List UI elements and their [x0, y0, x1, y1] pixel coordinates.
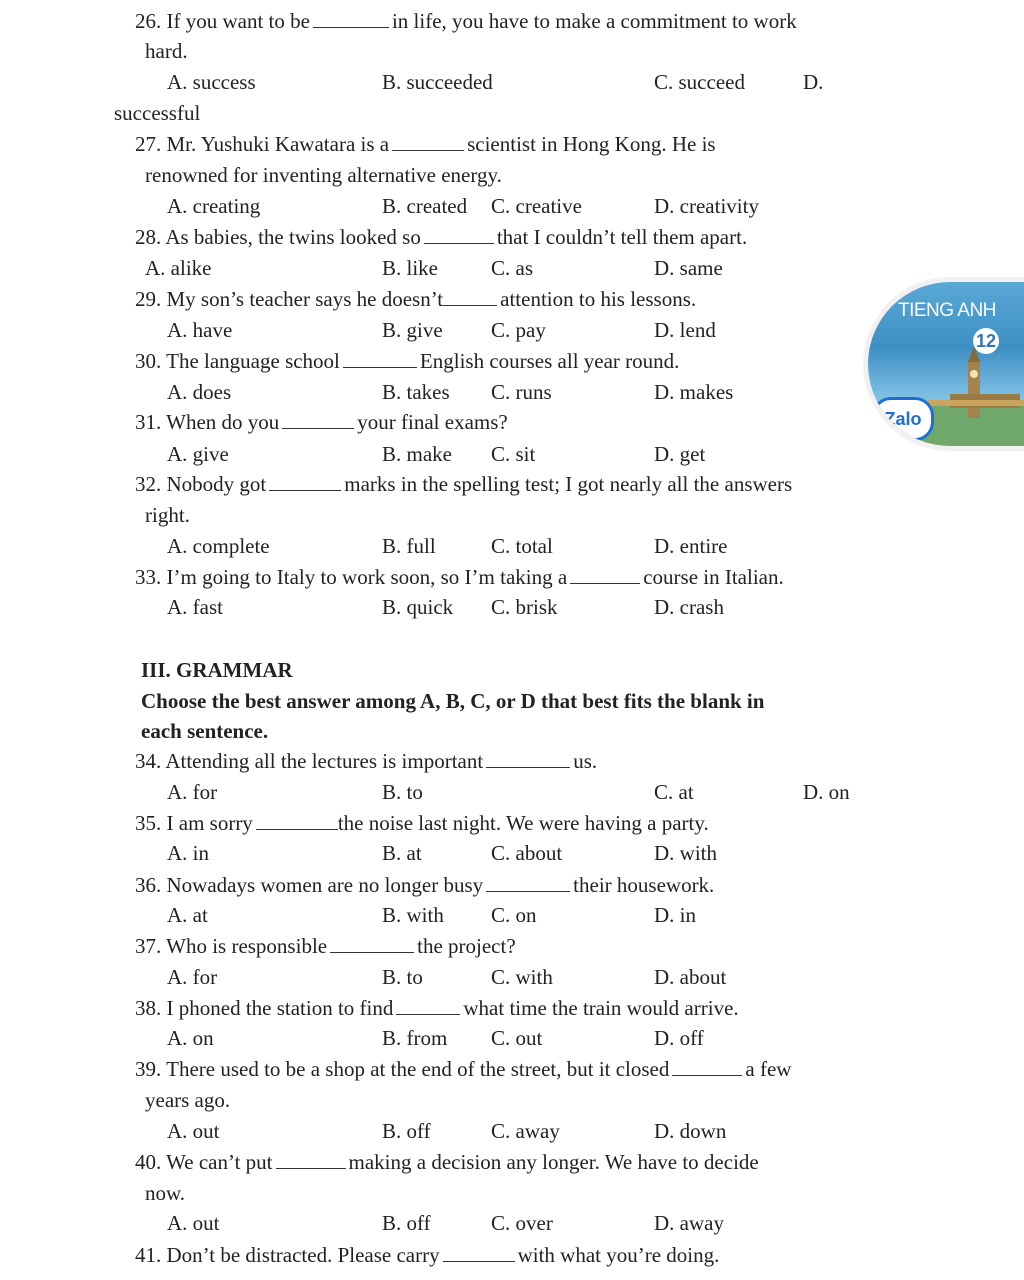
option-b[interactable]: B. off: [382, 1119, 431, 1143]
answer-blank[interactable]: [396, 997, 460, 1015]
answer-blank[interactable]: [276, 1151, 346, 1169]
option-b[interactable]: B. at: [382, 841, 422, 865]
option-d[interactable]: D. creativity: [654, 194, 759, 218]
section-instructions: Choose the best answer among A, B, C, or D that best fits the blank in: [141, 689, 765, 713]
option-d[interactable]: D. down: [654, 1119, 727, 1143]
option-d[interactable]: D. get: [654, 442, 706, 466]
option-a[interactable]: A. in: [167, 841, 209, 865]
option-a[interactable]: A. have: [167, 318, 233, 342]
option-d[interactable]: D. off: [654, 1026, 704, 1050]
option-a[interactable]: A. on: [167, 1026, 214, 1050]
question-26: [135, 8, 797, 34]
question-text: English courses all year round.: [419, 349, 680, 373]
option-b[interactable]: B. created: [382, 194, 468, 218]
option-b[interactable]: B. from: [382, 1026, 448, 1050]
question-text: their housework.: [573, 873, 715, 897]
option-d[interactable]: D. same: [654, 256, 723, 280]
option-c[interactable]: C. succeed: [654, 70, 745, 94]
answer-blank[interactable]: [313, 10, 389, 28]
question-40: [135, 1149, 759, 1175]
question-text: marks in the spelling test; I got nearly all the answers: [344, 472, 793, 496]
question-text: with what you’re doing.: [517, 1243, 720, 1267]
option-a[interactable]: A. alike: [145, 256, 212, 280]
question-text: course in Italian.: [643, 565, 784, 589]
option-a[interactable]: A. fast: [167, 595, 223, 619]
option-c[interactable]: C. pay: [491, 318, 546, 342]
option-c[interactable]: C. away: [491, 1119, 560, 1143]
option-c[interactable]: C. about: [491, 841, 563, 865]
answer-blank[interactable]: [486, 750, 570, 768]
option-c[interactable]: C. out: [491, 1026, 543, 1050]
option-b[interactable]: B. full: [382, 534, 436, 558]
question-text: 28. As babies, the twins looked so: [135, 225, 421, 249]
option-a[interactable]: A. out: [167, 1119, 220, 1143]
question-text: your final exams?: [357, 410, 508, 434]
question-text: 30. The language school: [135, 349, 340, 373]
option-d[interactable]: D. lend: [654, 318, 716, 342]
option-a[interactable]: A. complete: [167, 534, 270, 558]
option-a[interactable]: A. success: [167, 70, 256, 94]
question-text: 31. When do you: [135, 410, 280, 434]
question-text: 32. Nobody got: [135, 472, 267, 496]
option-d[interactable]: D. entire: [654, 534, 728, 558]
answer-blank[interactable]: [443, 1244, 515, 1262]
option-d[interactable]: D. makes: [654, 380, 734, 404]
option-b[interactable]: B. quick: [382, 595, 454, 619]
question-text: 40. We can’t put: [135, 1150, 273, 1174]
question-text: 36. Nowadays women are no longer busy: [135, 873, 484, 897]
option-b[interactable]: B. make: [382, 442, 452, 466]
question-27: [135, 131, 716, 157]
option-c[interactable]: C. creative: [491, 194, 582, 218]
option-d-continuation: successful: [114, 101, 201, 125]
option-a[interactable]: A. at: [167, 903, 208, 927]
zalo-logo[interactable]: Zalo: [872, 397, 934, 441]
question-34: [135, 748, 597, 774]
option-b[interactable]: B. off: [382, 1211, 431, 1235]
option-c[interactable]: C. as: [491, 256, 533, 280]
option-c[interactable]: C. total: [491, 534, 553, 558]
question-text: 38. I phoned the station to find: [135, 996, 394, 1020]
textbook-cover-badge[interactable]: [868, 282, 1024, 446]
answer-blank[interactable]: [392, 133, 464, 151]
answer-blank[interactable]: [486, 874, 570, 892]
answer-blank[interactable]: [330, 935, 414, 953]
option-d[interactable]: D. on: [803, 780, 850, 804]
question-35: [135, 810, 709, 836]
question-31: [135, 409, 508, 435]
question-text: attention to his lessons.: [500, 287, 697, 311]
option-c[interactable]: C. sit: [491, 442, 536, 466]
answer-blank[interactable]: [269, 473, 341, 491]
answer-blank[interactable]: [672, 1058, 742, 1076]
question-38: [135, 995, 739, 1021]
option-d[interactable]: D. crash: [654, 595, 724, 619]
answer-blank[interactable]: [343, 350, 417, 368]
question-36: [135, 872, 714, 898]
option-a[interactable]: A. give: [167, 442, 229, 466]
section-instructions-cont: each sentence.: [141, 719, 269, 743]
question-continuation: right.: [145, 503, 190, 527]
option-b[interactable]: B. like: [382, 256, 438, 280]
option-c[interactable]: C. brisk: [491, 595, 558, 619]
option-b[interactable]: B. to: [382, 780, 423, 804]
option-c[interactable]: C. with: [491, 965, 553, 989]
option-b[interactable]: B. with: [382, 903, 444, 927]
option-a[interactable]: A. creating: [167, 194, 261, 218]
question-continuation: now.: [145, 1181, 186, 1205]
question-text: scientist in Hong Kong. He is: [467, 132, 716, 156]
question-text: 34. Attending all the lectures is important: [135, 749, 484, 773]
option-d[interactable]: D. away: [654, 1211, 724, 1235]
question-39: [135, 1056, 791, 1082]
option-a[interactable]: A. does: [167, 380, 232, 404]
question-text: 37. Who is responsible: [135, 934, 328, 958]
answer-blank[interactable]: [424, 226, 494, 244]
question-text: a few: [745, 1057, 792, 1081]
book-number: 12: [973, 328, 999, 354]
option-a[interactable]: A. for: [167, 780, 218, 804]
option-b[interactable]: B. succeeded: [382, 70, 493, 94]
question-30: [135, 348, 679, 374]
option-b[interactable]: B. takes: [382, 380, 450, 404]
option-a[interactable]: A. for: [167, 965, 218, 989]
question-text: 41. Don’t be distracted. Please carry: [135, 1243, 440, 1267]
option-a[interactable]: A. out: [167, 1211, 220, 1235]
question-text: 29. My son’s teacher says he doesn’t: [135, 287, 444, 311]
question-29: [135, 286, 696, 312]
question-text: 39. There used to be a shop at the end of the street, but it closed: [135, 1057, 670, 1081]
option-c[interactable]: C. at: [654, 780, 694, 804]
option-c[interactable]: C. runs: [491, 380, 552, 404]
option-c[interactable]: C. on: [491, 903, 537, 927]
answer-blank[interactable]: [256, 812, 338, 830]
option-d[interactable]: D. with: [654, 841, 717, 865]
question-text: 33. I’m going to Italy to work soon, so I’m taking a: [135, 565, 568, 589]
question-continuation: renowned for inventing alternative energy.: [145, 163, 502, 187]
question-text: 27. Mr. Yushuki Kawatara is a: [135, 132, 390, 156]
question-28: [135, 224, 747, 250]
question-32: [135, 471, 792, 497]
question-continuation: hard.: [145, 39, 188, 63]
answer-blank[interactable]: [282, 411, 354, 429]
option-b[interactable]: B. to: [382, 965, 423, 989]
question-41: [135, 1242, 719, 1268]
section-title: III. GRAMMAR: [141, 658, 293, 682]
answer-blank[interactable]: [570, 566, 640, 584]
question-text: the noise last night. We were having a party.: [337, 811, 709, 835]
question-text: 35. I am sorry: [135, 811, 253, 835]
option-d[interactable]: D. in: [654, 903, 696, 927]
option-d[interactable]: D.: [803, 70, 824, 94]
question-text: making a decision any longer. We have to decide: [348, 1150, 759, 1174]
question-37: [135, 933, 516, 959]
option-b[interactable]: B. give: [382, 318, 443, 342]
option-c[interactable]: C. over: [491, 1211, 553, 1235]
question-text: the project?: [417, 934, 516, 958]
question-text: that I couldn’t tell them apart.: [496, 225, 748, 249]
question-text: 26. If you want to be: [135, 9, 310, 33]
question-text: us.: [573, 749, 598, 773]
question-33: [135, 564, 784, 590]
answer-blank[interactable]: [443, 288, 497, 306]
book-title: TIENG ANH: [898, 300, 996, 321]
question-text: in life, you have to make a commitment to work: [391, 9, 797, 33]
option-d[interactable]: D. about: [654, 965, 727, 989]
question-continuation: years ago.: [145, 1088, 231, 1112]
question-text: what time the train would arrive.: [463, 996, 739, 1020]
